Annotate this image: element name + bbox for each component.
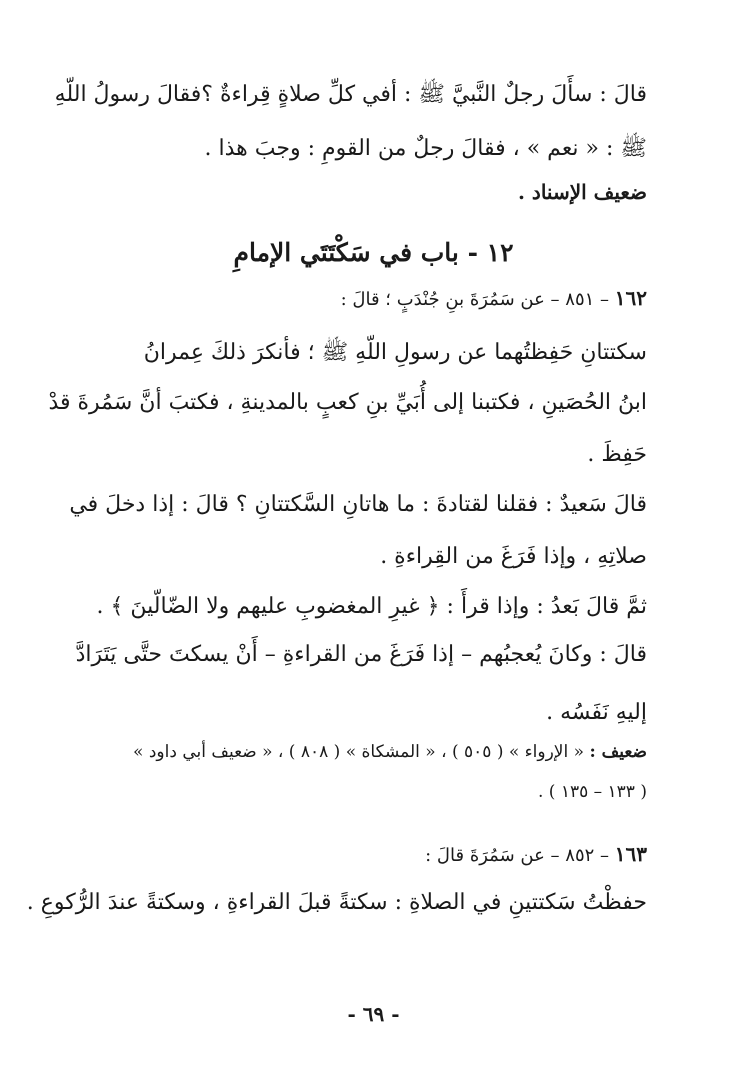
hadith-161-line-2: ﷺ : « نعم » ، فقالَ رجلٌ من القومِ : وجبَ هذا .: [204, 136, 647, 161]
hadith-162-p2-line-2: صلاتِهِ ، وإذا فَرَغَ من القِراءةِ .: [380, 544, 647, 569]
page-number: - ٦٩ -: [347, 1002, 400, 1026]
hadith-162-p2-line-1: قالَ سَعيدٌ : فقلنا لقتادةَ : ما هاتانِ السَّكتتانِ ؟ قالَ : إذا دخلَ في: [69, 492, 647, 517]
hadith-162-p4-line-2: إليهِ نَفَسُه .: [546, 700, 647, 725]
hadith-161-grade: ضعيف الإسناد .: [517, 180, 647, 204]
hadith-163-header: [80, 842, 647, 866]
hadith-162-p3-line-1: ثمَّ قالَ بَعدُ : وإذا قرأَ : ﴿ غيرِ المغضوبِ عليهم ولا الضّالّينَ ﴾ .: [96, 594, 647, 619]
hadith-162-p1-line-2: ابنُ الحُصَينِ ، فكتبنا إلى أُبَيِّ بنِ كعبٍ بالمدينةِ ، فكتبَ أنَّ سَمُرةَ قدْ: [48, 390, 647, 415]
hadith-162-number: ١٦٢: [614, 286, 647, 310]
hadith-162-grade-line-2: ( ١٣٣ – ١٣٥ ) .: [537, 782, 647, 802]
hadith-163-number: ١٦٣: [614, 842, 647, 866]
hadith-162-p1-line-3: حَفِظَ .: [587, 442, 647, 467]
chapter-title: ١٢ - باب في سَكْتَتَي الإمامِ: [233, 238, 514, 267]
hadith-162-grade-label: ضعيف :: [589, 742, 647, 762]
hadith-162-p4-line-1: قالَ : وكانَ يُعجبُهم – إذا فَرَغَ من القراءةِ – أَنْ يسكتَ حتَّى يَتَرَادَّ: [75, 642, 647, 667]
hadith-162-chain: – ٨٥١ – عن سَمُرَةَ بنِ جُنْدَبٍ ؛ قالَ :: [340, 289, 610, 310]
hadith-162-header: [80, 286, 647, 310]
hadith-161-line-1: قالَ : سأَلَ رجلٌ النَّبيَّ ﷺ : أفي كلِّ صلاةٍ قِراءةٌ ؟فقالَ رسولُ اللّهِ: [54, 82, 647, 107]
hadith-162-grade-sources: « الإرواء » ( ٥٠٥ ) ، « المشكاة » ( ٨٠٨ ) ، « ضعيف أبي داود »: [133, 742, 585, 762]
hadith-162-p1-line-1: سكتتانِ حَفِظتُهما عن رسولِ اللّهِ ﷺ ؛ فأنكرَ ذلكَ عِمرانُ: [143, 340, 647, 365]
hadith-162-grade-line-1: [80, 742, 647, 762]
hadith-163-p1-line-1: حفظْتُ سَكتتينِ في الصلاةِ : سكتةً قبلَ القراءةِ ، وسكتةً عندَ الرُّكوعِ .: [26, 890, 647, 915]
hadith-163-chain: – ٨٥٢ – عن سَمُرَةَ قالَ :: [425, 845, 610, 866]
